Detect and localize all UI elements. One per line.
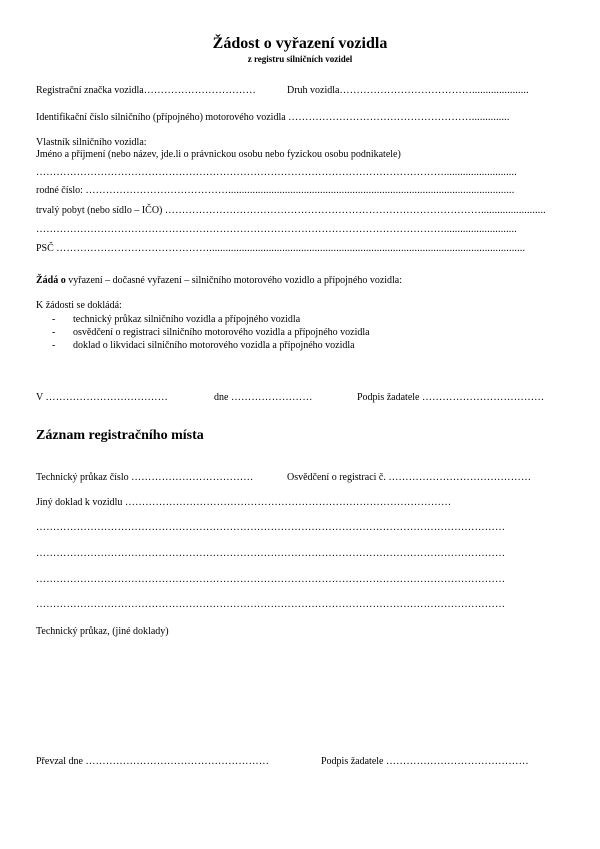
request-bold: Žádá o xyxy=(36,275,66,286)
residence-dots: …………………………………………………………………………………........................ xyxy=(164,205,546,216)
attachment-item-text: osvědčení o registraci silničního motorového vozidla a přípojného vozidla xyxy=(73,327,370,338)
bullet-dash: - xyxy=(52,327,56,338)
certificate-label: Osvědčení o registraci č. xyxy=(287,472,386,483)
psc-field[interactable] xyxy=(36,243,525,255)
reg-plate-dots: …………………………… xyxy=(143,85,256,96)
reg-plate-label: Registrační značka vozidla xyxy=(36,85,144,96)
bullet-dash: - xyxy=(52,340,56,351)
psc-dots: ………………………………………..................................................................................................................... xyxy=(56,243,526,254)
date-field[interactable] xyxy=(214,392,313,404)
place-field[interactable] xyxy=(36,392,168,404)
vehicle-type-label: Druh vozidla xyxy=(287,85,340,96)
certificate-dots: …………………………………… xyxy=(388,472,532,483)
vehicle-type-dots: …………………………………..................... xyxy=(339,85,529,96)
owner-heading: Vlastník silničního vozidla: xyxy=(36,137,147,148)
birth-number-field[interactable] xyxy=(36,185,514,197)
attachment-item xyxy=(52,326,370,339)
tech-card-other-label: Technický průkaz, (jiné doklady) xyxy=(36,626,169,637)
tech-card-label: Technický průkaz číslo xyxy=(36,472,129,483)
request-text: vyřazení – dočasné vyřazení – silničního motorového vozidlo a přípojného vozidla: xyxy=(65,275,403,286)
attachment-item xyxy=(52,339,370,352)
date-label: dne xyxy=(214,392,229,403)
request-line xyxy=(36,275,402,287)
other-doc-field[interactable] xyxy=(36,497,451,509)
other-doc-dots: …………………………………………………………………………………… xyxy=(124,497,452,508)
owner-name-label: Jméno a příjmení (nebo název, jde.li o právnickou osobu nebo fyzickou osobu podnikatele) xyxy=(36,149,401,160)
registry-blank-line[interactable]: ………………………………………………………………………………………………………………………… xyxy=(36,522,506,533)
attachment-item-text: technický průkaz silničního vozidla a přípojného vozidla xyxy=(73,314,301,325)
registry-blank-line[interactable]: ………………………………………………………………………………………………………………………… xyxy=(36,548,506,559)
attachment-item-text: doklad o likvidaci silničního motorového vozidla a přípojného vozidla xyxy=(73,340,355,351)
birth-number-label: rodné číslo: xyxy=(36,185,83,196)
footer-signature-label: Podpis žadatele xyxy=(321,756,384,767)
birth-number-dots: …………………………………….......................................................................................................... xyxy=(85,185,515,196)
received-label: Převzal dne xyxy=(36,756,83,767)
place-dots: ……………………………… xyxy=(45,392,168,403)
certificate-field[interactable] xyxy=(287,472,531,484)
owner-name-line[interactable]: …………………………………………………………………………………………………………........................... xyxy=(36,167,517,178)
attachments-list xyxy=(52,313,370,352)
date-dots: …………………… xyxy=(230,392,313,403)
applicant-signature-field[interactable] xyxy=(357,392,544,404)
vin-label: Identifikační číslo silničního (přípojného) motorového vozidla xyxy=(36,112,286,123)
tech-card-field[interactable] xyxy=(36,472,254,484)
psc-label: PSČ xyxy=(36,243,54,254)
tech-card-dots: ……………………………… xyxy=(131,472,254,483)
vin-field[interactable] xyxy=(36,112,510,124)
residence-label: trvalý pobyt (nebo sídlo – IČO) xyxy=(36,205,163,216)
footer-signature-field[interactable] xyxy=(321,756,529,768)
received-dots: ……………………………………………… xyxy=(85,756,270,767)
bullet-dash: - xyxy=(52,314,56,325)
footer-signature-dots: …………………………………… xyxy=(385,756,529,767)
registry-blank-line[interactable]: ………………………………………………………………………………………………………………………… xyxy=(36,574,506,585)
registry-heading: Záznam registračního místa xyxy=(36,428,204,443)
registry-blank-line[interactable]: ………………………………………………………………………………………………………………………… xyxy=(36,599,506,610)
vin-dots: ……………………………………………….............. xyxy=(288,112,510,123)
received-date-field[interactable] xyxy=(36,756,269,768)
applicant-signature-dots: ……………………………… xyxy=(421,392,545,403)
page-title: Žádost o vyřazení vozidla xyxy=(212,35,388,52)
owner-extra-line[interactable]: …………………………………………………………………………………………………………........................... xyxy=(36,224,517,235)
page-subtitle: z registru silničních vozidel xyxy=(247,54,353,64)
attachment-item xyxy=(52,313,370,326)
other-doc-label: Jiný doklad k vozidlu xyxy=(36,497,123,508)
applicant-signature-label: Podpis žadatele xyxy=(357,392,420,403)
vehicle-type-field[interactable] xyxy=(287,85,529,97)
reg-plate-field[interactable] xyxy=(36,85,256,97)
residence-field[interactable] xyxy=(36,205,546,217)
attachments-heading: K žádosti se dokládá: xyxy=(36,300,122,311)
place-label: V xyxy=(36,392,44,403)
